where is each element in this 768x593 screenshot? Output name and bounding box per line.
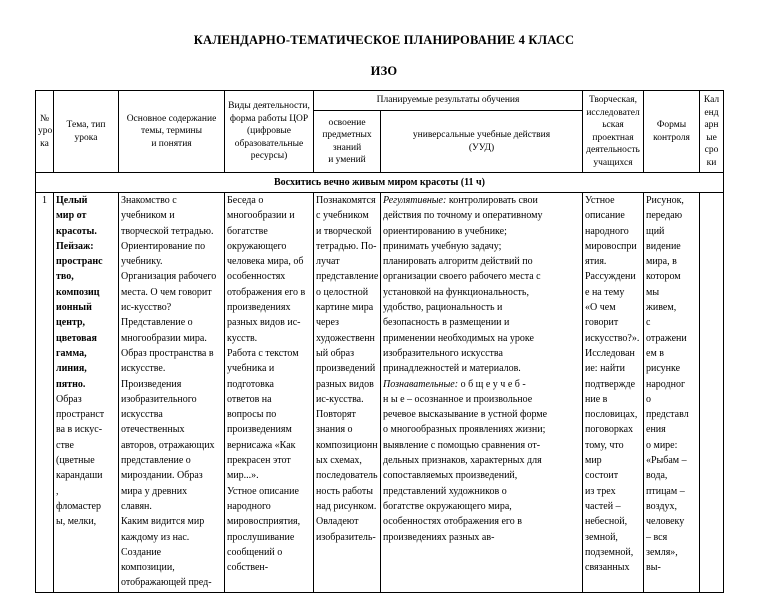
- uud-cog-label: Познавательные:: [383, 378, 459, 390]
- uud-cog-first: о б щ е у ч е б -: [458, 378, 526, 390]
- text-line: каждому из нас.: [121, 531, 190, 543]
- text-line: Образ пространства в: [121, 347, 214, 359]
- text-line: контроля: [653, 132, 690, 143]
- text-line: карандаши: [56, 470, 103, 482]
- text-line: вернисажа «Как: [227, 439, 296, 451]
- text-line: народног: [646, 378, 686, 390]
- text-line: описание: [585, 210, 625, 222]
- text-line: Рассуждени: [585, 271, 636, 283]
- header-creative: [583, 91, 644, 173]
- text-line: видение: [646, 240, 681, 252]
- header-control: [644, 91, 700, 173]
- text-line: произведениях разных ав-: [383, 531, 495, 543]
- text-line: подземной,: [585, 546, 634, 558]
- text-line: представлений художников о: [383, 485, 507, 497]
- text-line: пословицах,: [585, 409, 638, 421]
- text-line: последователь: [316, 470, 378, 482]
- text-line: предметных: [322, 130, 372, 140]
- text-line: арн: [704, 120, 719, 130]
- text-line: художественн: [316, 332, 375, 344]
- text-line: о целостной: [316, 286, 369, 298]
- text-line: Устное: [585, 195, 615, 206]
- text-line: организации своего рабочего места с: [383, 271, 541, 283]
- text-line: ых схемах,: [316, 455, 362, 467]
- text-line: центр,: [56, 317, 86, 329]
- text-line: представл: [646, 409, 689, 421]
- text-line: учебнику.: [121, 256, 163, 268]
- text-line: представление о: [121, 455, 191, 467]
- text-line: сро: [704, 145, 719, 155]
- text-line: земной,: [585, 531, 618, 543]
- text-line: человека мира, об: [227, 256, 304, 268]
- text-line: тетрадью. По-: [316, 240, 377, 252]
- text-line: разных видов: [316, 378, 374, 390]
- text-line: (УУД): [468, 142, 495, 153]
- text-line: Образ: [56, 393, 82, 405]
- text-line: Овладеют: [316, 516, 359, 528]
- text-line: Устное описание: [227, 485, 299, 497]
- text-line: Исследован: [585, 347, 635, 359]
- text-line: с учебником: [316, 210, 369, 222]
- text-line: ятия.: [585, 256, 607, 268]
- text-line: небесной,: [585, 516, 628, 528]
- text-line: установкой на функциональность,: [383, 286, 529, 298]
- text-line: Тема, тип: [66, 120, 106, 130]
- text-line: мира у древних: [121, 485, 188, 497]
- text-line: образовательные: [234, 138, 304, 149]
- text-line: ый образ: [316, 347, 355, 359]
- text-line: учебника и: [227, 363, 275, 375]
- text-line: стве: [56, 439, 74, 451]
- document-title: КАЛЕНДАРНО-ТЕМАТИЧЕСКОЕ ПЛАНИРОВАНИЕ 4 КЛАСС: [193, 33, 575, 47]
- text-line: пространст: [56, 409, 105, 421]
- text-line: выявление с помощью сравнения от-: [383, 439, 541, 451]
- text-line: произведениям: [227, 424, 292, 436]
- text-line: отечественных: [121, 424, 185, 436]
- text-line: из трех: [585, 485, 616, 497]
- uud-regulative: [383, 193, 580, 377]
- text-line: Основное содержание: [126, 113, 217, 124]
- text-line: отображения его в: [227, 286, 306, 298]
- text-line: связанных: [585, 562, 630, 574]
- text-line: уро: [38, 126, 53, 137]
- text-line: поговорках: [585, 424, 634, 436]
- control-forms: [644, 193, 700, 593]
- text-line: мировоспри: [585, 240, 637, 252]
- calendar-dates: [700, 193, 724, 593]
- text-line: деятельность: [586, 145, 640, 155]
- text-line: темы, термины: [140, 126, 203, 137]
- text-line: «Рыбам –: [646, 455, 687, 467]
- text-line: тво,: [56, 271, 74, 283]
- text-line: Ориентирование по: [121, 240, 206, 252]
- text-line: сообщений о: [227, 546, 283, 558]
- text-line: пространс: [56, 256, 103, 268]
- text-line: изобразительного искусства: [383, 347, 503, 359]
- text-line: вопросы по: [227, 409, 277, 421]
- text-line: (цветные: [56, 455, 95, 467]
- uud-cell: [381, 193, 583, 593]
- text-line: лучат: [316, 256, 340, 268]
- text-line: картине мира: [316, 302, 374, 314]
- text-line: авторов, отражающих: [121, 439, 215, 451]
- text-line: мир...».: [227, 470, 259, 482]
- topic-bold: [56, 193, 116, 392]
- text-line: ность работы: [316, 485, 373, 497]
- text-line: мировосприятия,: [227, 516, 301, 528]
- uud-reg-label: Регулятивные:: [383, 195, 447, 206]
- text-line: Формы: [656, 120, 687, 130]
- text-line: Рисунок,: [646, 195, 684, 206]
- text-line: ения: [646, 424, 666, 436]
- text-line: человеку: [646, 516, 685, 528]
- text-line: Целый: [56, 195, 88, 206]
- text-line: отображающей пред-: [121, 577, 212, 589]
- text-line: ориентированию в учебнике;: [383, 225, 507, 237]
- text-line: пятно.: [56, 378, 86, 390]
- subject-results: [314, 193, 381, 593]
- text-line: котором: [646, 271, 681, 283]
- text-line: н ы е – осознанное и произвольное: [383, 393, 533, 405]
- text-line: тому, что: [585, 439, 624, 451]
- text-line: форма работы ЦОР: [229, 113, 309, 124]
- text-line: планировать алгоритм действий по: [383, 256, 533, 268]
- header-content: [119, 91, 225, 173]
- text-line: и умений: [328, 155, 366, 165]
- text-line: частей –: [585, 500, 621, 512]
- text-line: Повторят: [316, 409, 356, 421]
- text-line: над рисунком.: [316, 500, 377, 512]
- text-line: Творческая,: [589, 95, 637, 105]
- text-line: принадлежностей и материалов.: [383, 363, 521, 375]
- text-line: о: [646, 393, 651, 405]
- text-line: искусство?».: [585, 332, 640, 344]
- text-line: учащихся: [593, 157, 633, 168]
- uud-reg-lines: [383, 208, 580, 376]
- lesson-number: 1: [36, 193, 54, 593]
- text-line: Знакомство с: [121, 195, 177, 206]
- text-line: Каким видится мир: [121, 516, 205, 528]
- text-line: ответов на: [227, 393, 272, 405]
- text-line: Произведения: [121, 378, 182, 390]
- text-line: ки: [706, 157, 717, 168]
- text-line: Познакомятся: [316, 195, 376, 206]
- text-line: вы-: [646, 562, 661, 574]
- header-subject-results: [314, 111, 381, 173]
- text-line: – вся: [646, 531, 668, 543]
- text-line: земля»,: [646, 546, 678, 558]
- text-line: живем,: [646, 302, 677, 314]
- text-line: урока: [74, 132, 98, 143]
- text-line: ис-кусства.: [316, 393, 364, 405]
- text-line: ресурсы): [250, 151, 288, 162]
- subject-title: ИЗО: [370, 64, 398, 78]
- text-line: ка: [40, 138, 49, 149]
- text-line: собствен-: [227, 562, 269, 574]
- text-line: е на тему: [585, 286, 625, 298]
- text-line: действия по точному и оперативному: [383, 210, 543, 222]
- text-line: богатстве: [227, 225, 268, 237]
- text-line: места. О чем говорит: [121, 286, 212, 298]
- text-line: кусств.: [227, 332, 258, 344]
- text-line: (цифровые: [246, 126, 292, 137]
- text-line: произведениях: [227, 302, 291, 314]
- text-line: вода,: [646, 470, 668, 482]
- text-line: гамма,: [56, 347, 87, 359]
- text-line: речевое высказывание в устной форме: [383, 409, 548, 421]
- text-line: ые: [706, 132, 717, 143]
- text-line: говорит: [585, 317, 619, 329]
- text-line: воздух,: [646, 500, 678, 512]
- text-line: многообразии мира.: [121, 332, 207, 344]
- text-line: Представление о: [121, 317, 193, 329]
- lesson-topic: [54, 193, 119, 593]
- text-line: проектная: [592, 132, 634, 143]
- text-line: творческой тетрадью.: [121, 225, 214, 237]
- section-title: Восхитись вечно живым миром красоты (11 ч): [36, 173, 724, 193]
- uud-cognitive: [383, 377, 580, 545]
- text-line: ем в: [646, 347, 664, 359]
- text-line: фломастер: [56, 500, 101, 512]
- text-line: мироздании. Образ: [121, 470, 203, 482]
- header-planned-results: Планируемые результаты обучения: [314, 91, 583, 111]
- text-line: окружающего: [227, 240, 287, 252]
- text-line: подготовка: [227, 378, 274, 390]
- header-lesson-number: [36, 91, 54, 173]
- text-line: учебником и: [121, 210, 175, 222]
- text-line: славян.: [121, 500, 152, 512]
- text-line: ние в: [585, 393, 608, 405]
- text-line: рисунке: [646, 363, 681, 375]
- planning-table: [35, 90, 724, 593]
- text-line: безопасность в размещении и: [383, 317, 510, 329]
- text-line: состоит: [585, 470, 619, 482]
- text-line: мира, в: [646, 256, 677, 268]
- text-line: Кал: [703, 95, 720, 105]
- header-uud: [381, 111, 583, 173]
- text-line: цветовая: [56, 332, 97, 344]
- text-line: линия,: [56, 363, 87, 375]
- text-line: композиции,: [121, 562, 175, 574]
- text-line: №: [39, 113, 50, 124]
- text-line: птицам –: [646, 485, 685, 497]
- topic-plain: [56, 392, 116, 530]
- text-line: универсальные учебные действия: [412, 130, 551, 140]
- text-line: дельных признаков, характерных для: [383, 455, 542, 467]
- text-line: ионный: [56, 302, 92, 314]
- text-line: о многообразных проявлениях жизни;: [383, 424, 546, 436]
- text-line: отражени: [646, 332, 687, 344]
- text-line: богатстве окружающего мира,: [383, 500, 512, 512]
- text-line: особенностях отображения его в: [383, 516, 522, 528]
- text-line: ы, мелки,: [56, 516, 97, 528]
- header-topic: [54, 91, 119, 173]
- text-line: удобство, рациональность и: [383, 302, 503, 314]
- text-line: Пейзаж:: [56, 240, 94, 252]
- text-line: прекрасен этот: [227, 455, 291, 467]
- text-line: о мире:: [646, 439, 678, 451]
- text-line: подтвержде: [585, 378, 636, 390]
- text-line: композиционн: [316, 439, 378, 451]
- text-line: народного: [227, 500, 271, 512]
- text-line: композиц: [56, 286, 100, 298]
- text-line: «О чем: [585, 302, 616, 314]
- text-line: через: [316, 317, 339, 329]
- table-row: [36, 193, 724, 593]
- text-line: с: [646, 317, 651, 329]
- text-line: енд: [704, 107, 719, 118]
- text-line: изобразительного: [121, 393, 197, 405]
- lesson-activities: [225, 193, 314, 593]
- creative-activity: [583, 193, 644, 593]
- header-dates: [700, 91, 724, 173]
- text-line: щий: [646, 225, 665, 237]
- lesson-content: [119, 193, 225, 593]
- uud-cog-lines: [383, 392, 580, 545]
- text-line: Организация рабочего: [121, 271, 217, 283]
- text-line: ис-кусство?: [121, 302, 172, 314]
- text-line: Создание: [121, 546, 162, 558]
- text-line: принимать учебную задачу;: [383, 240, 502, 252]
- text-line: изобразитель-: [316, 531, 376, 543]
- text-line: народного: [585, 225, 629, 237]
- text-line: ьская: [602, 120, 624, 130]
- text-line: и творческой: [316, 225, 372, 237]
- text-line: искусства: [121, 409, 163, 421]
- text-line: знаний: [332, 142, 362, 153]
- text-line: Работа с текстом: [227, 347, 299, 359]
- uud-reg-first: контролировать свои: [446, 195, 538, 206]
- text-line: ва в искус-: [56, 424, 103, 436]
- text-line: разных видов ис-: [227, 317, 301, 329]
- text-line: Беседа о: [227, 195, 264, 206]
- text-line: прослушивание: [227, 531, 295, 543]
- text-line: произведений: [316, 363, 376, 375]
- text-line: мир от: [56, 210, 87, 222]
- text-line: представление: [316, 271, 379, 283]
- text-line: многообразии и: [227, 210, 295, 222]
- text-line: и понятия: [151, 138, 192, 149]
- text-line: знания о: [316, 424, 353, 436]
- header-activities: [225, 91, 314, 173]
- text-line: ,: [56, 485, 59, 497]
- text-line: передаю: [646, 210, 683, 222]
- text-line: исследовател: [586, 107, 640, 118]
- text-line: мир: [585, 455, 602, 467]
- text-line: искусстве.: [121, 363, 166, 375]
- text-line: ие: найти: [585, 363, 625, 375]
- text-line: применении необходимых на уроке: [383, 332, 534, 344]
- text-line: особенностях: [227, 271, 286, 283]
- text-line: мы: [646, 286, 660, 298]
- text-line: красоты.: [56, 225, 97, 237]
- text-line: Виды деятельности,: [228, 101, 310, 112]
- text-line: освоение: [328, 117, 366, 128]
- text-line: сопоставляемых произведений,: [383, 470, 518, 482]
